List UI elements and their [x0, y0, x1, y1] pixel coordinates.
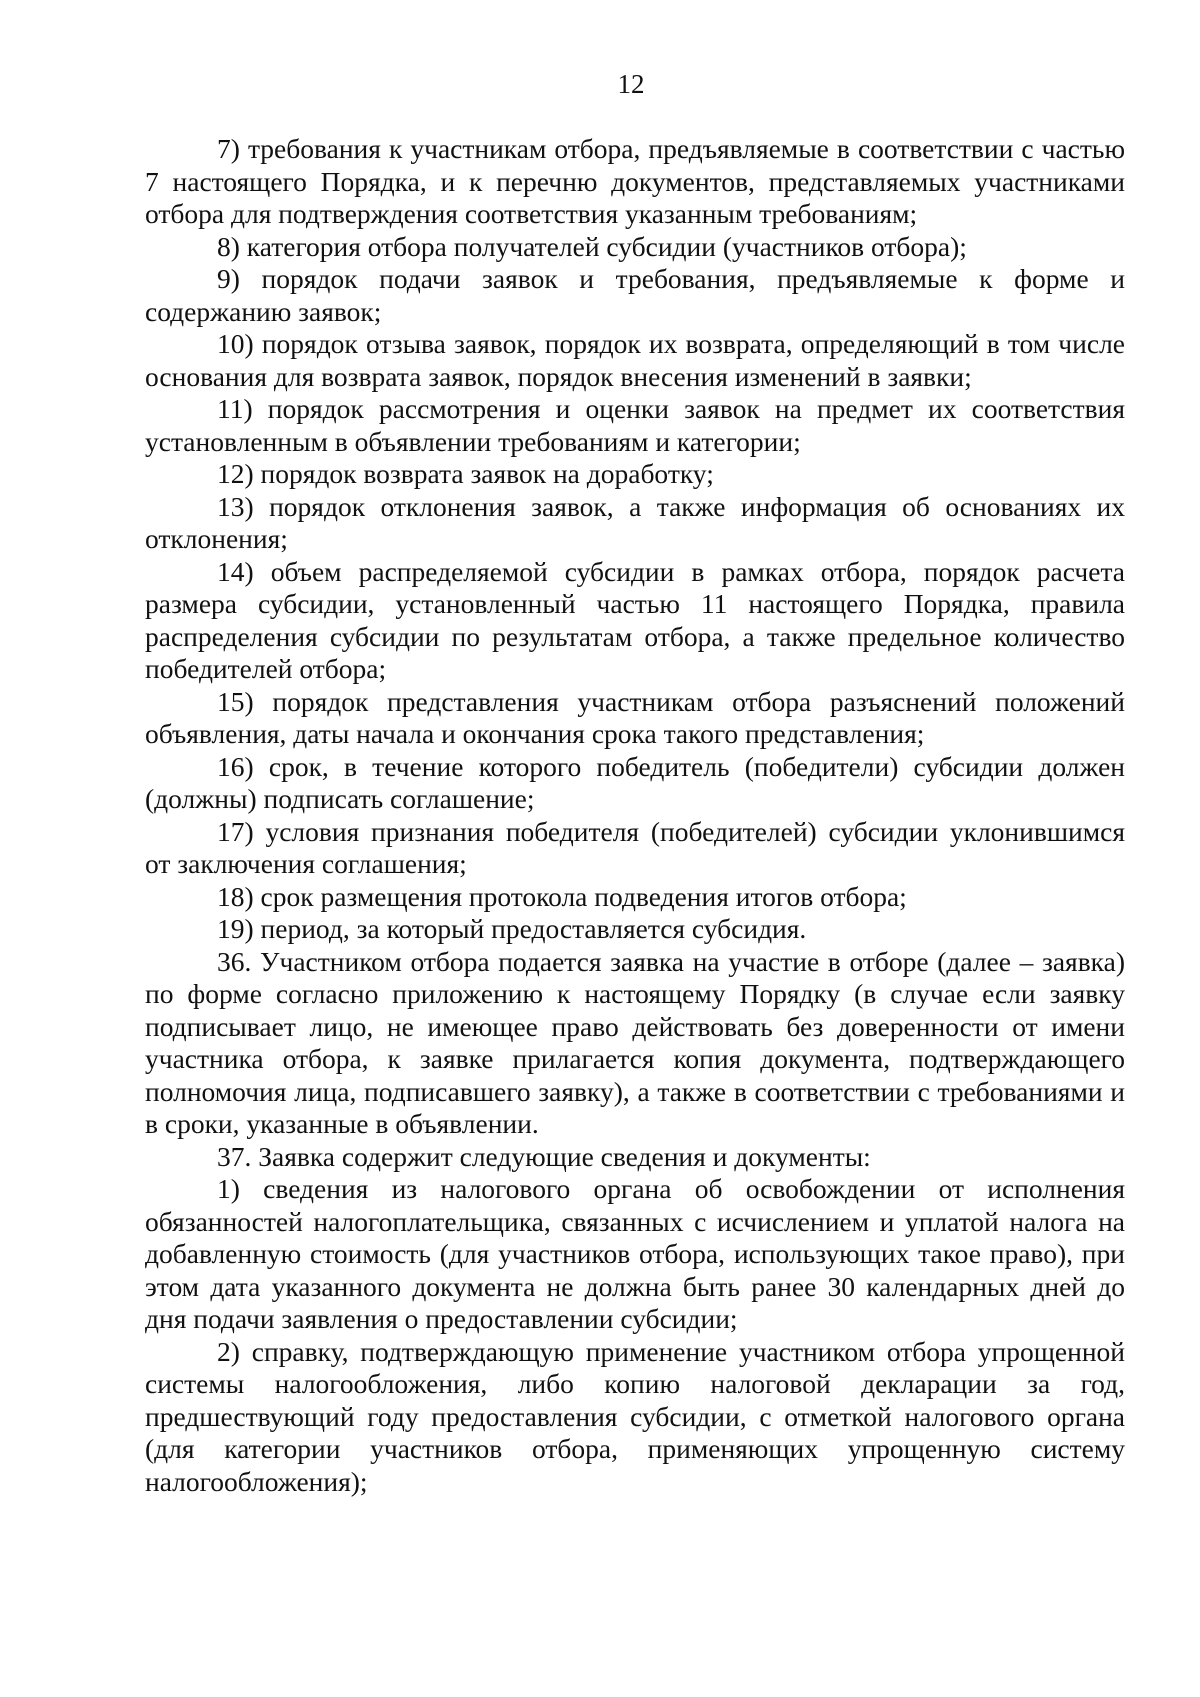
section-36: 36. Участником отбора подается заявка на участие в отборе (далее – заявка) по форме согласно приложению к настоящему Порядку (в случае если заявку подписывает лицо, не имеющее право действовать без доверенности от имени участника отбора, к заявке прилагается копия документа, подтверждающего полномочия лица, подписавшего заявку), а также в соответствии с требованиями и в сроки, указанные в объявлении.	[145, 945, 1125, 1139]
list-item-7: 7) требования к участникам отбора, предъявляемые в соответствии с частью 7 настоящего Порядка, и к перечню документов, представляемых участниками отбора для подтверждения соответствия указанным требованиям;	[145, 133, 1125, 229]
list-item-15: 15) порядок представления участникам отбора разъяснений положений объявления, даты начала и окончания срока такого представления;	[145, 685, 1125, 749]
list-item-18: 18) срок размещения протокола подведения итогов отбора;	[217, 880, 907, 912]
list-item-9: 9) порядок подачи заявок и требования, предъявляемые к форме и содержанию заявок;	[145, 263, 1125, 327]
list-item-8: 8) категория отбора получателей субсидии (участников отбора);	[217, 230, 967, 262]
list-item-19: 19) период, за который предоставляется субсидия.	[217, 913, 807, 944]
list-item-10: 10) порядок отзыва заявок, порядок их возврата, определяющий в том числе основания для возврата заявок, порядок внесения изменений в заявки;	[145, 328, 1125, 392]
section-37-item-2: 2) справку, подтверждающую применение участником отбора упрощенной системы налогообложения, либо копию налоговой декларации за год, предшествующий году предоставления субсидии, с отметкой налогового органа (для категории участников отбора, применяющих упрощенную систему налогообложения);	[145, 1335, 1125, 1497]
list-item-12: 12) порядок возврата заявок на доработку;	[217, 458, 714, 489]
list-item-13: 13) порядок отклонения заявок, а также информация об основаниях их отклонения;	[145, 490, 1125, 554]
list-item-11: 11) порядок рассмотрения и оценки заявок на предмет их соответствия установленным в объявлении требованиям и категории;	[145, 393, 1125, 457]
list-item-16: 16) срок, в течение которого победитель (победители) субсидии должен (должны) подписать соглашение;	[145, 750, 1125, 814]
list-item-14: 14) объем распределяемой субсидии в рамках отбора, порядок расчета размера субсидии, установленный частью 11 настоящего Порядка, правила распределения субсидии по результатам отбора, а также предельное количество победителей отбора;	[145, 555, 1125, 684]
list-item-17: 17) условия признания победителя (победителей) субсидии уклонившимся от заключения соглашения;	[145, 815, 1125, 879]
page-number: 12	[617, 69, 645, 99]
section-37-item-1: 1) сведения из налогового органа об освобождении от исполнения обязанностей налогоплательщика, связанных с исчислением и уплатой налога на добавленную стоимость (для участников отбора, использующих такое право), при этом дата указанного документа не должна быть ранее 30 календарных дней до дня подачи заявления о предоставлении субсидии;	[145, 1173, 1125, 1334]
section-37: 37. Заявка содержит следующие сведения и документы:	[217, 1140, 871, 1172]
document-body	[145, 133, 1125, 1498]
